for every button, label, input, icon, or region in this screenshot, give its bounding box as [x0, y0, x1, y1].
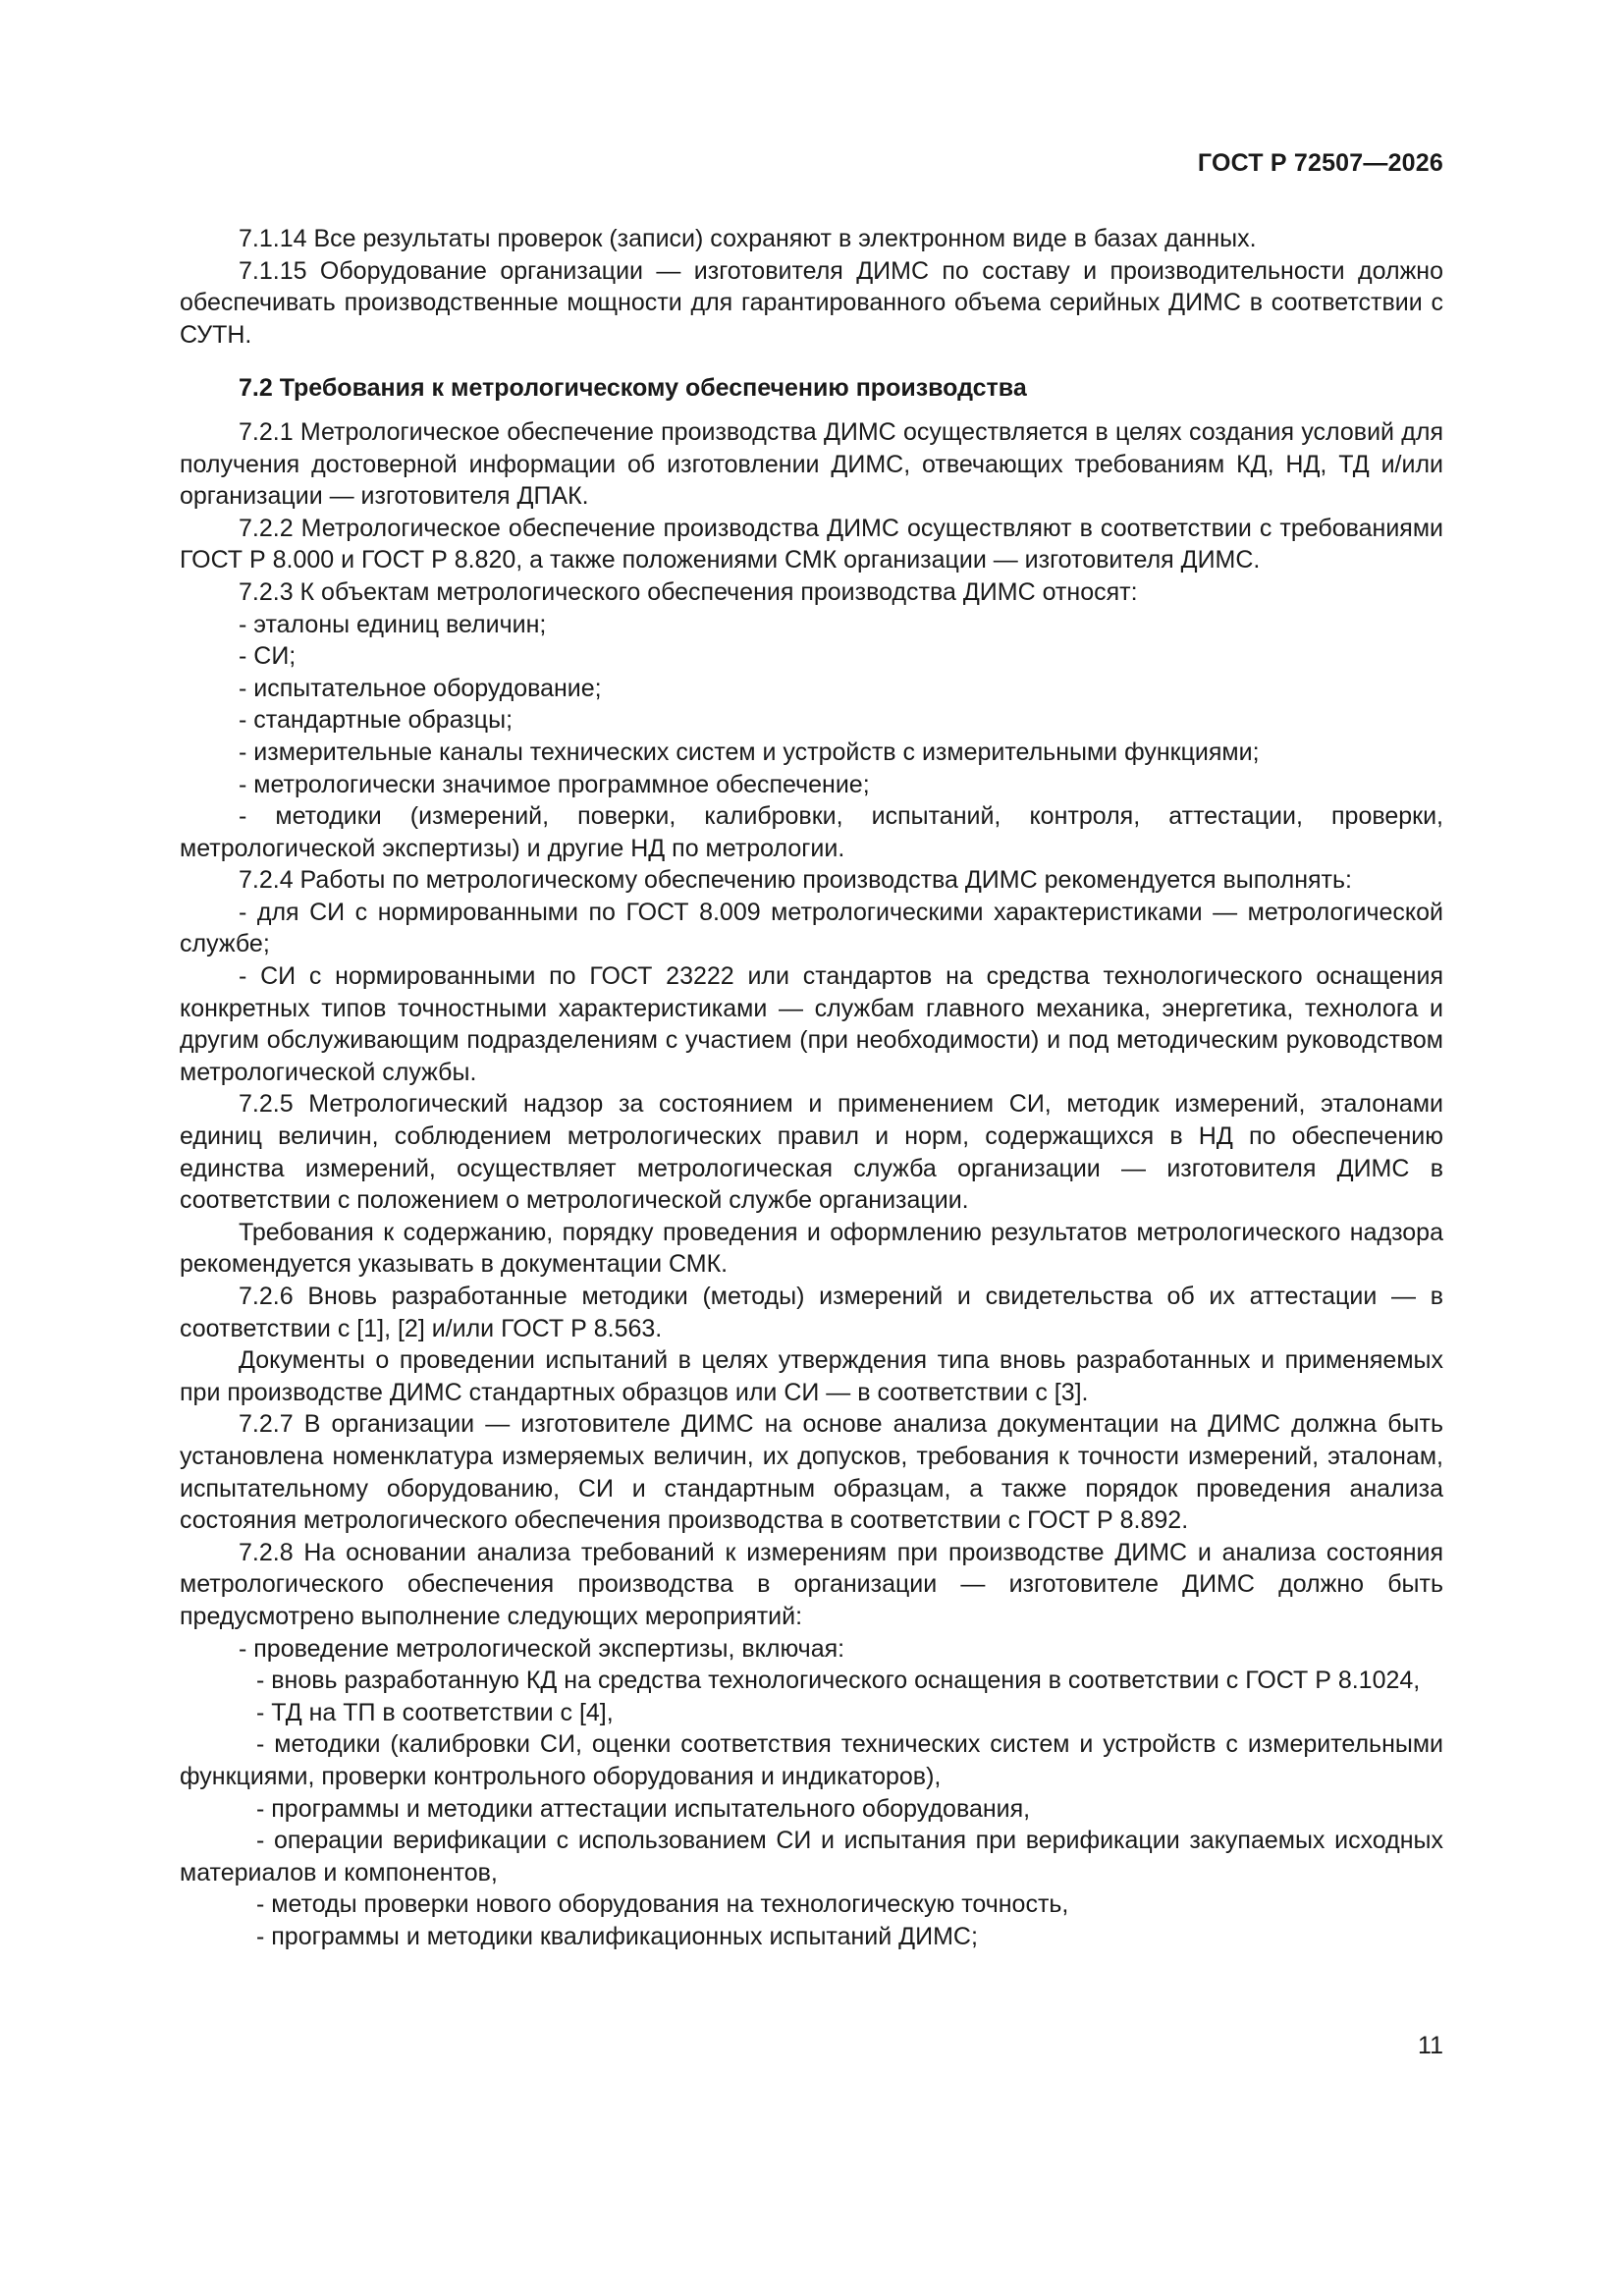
- list-item: - измерительные каналы технических систем и устройств с измерительными функциями;: [239, 738, 1260, 766]
- paragraph-7-2-5-note: Требования к содержанию, порядку проведения и оформлению результатов метрологического надзора рекомендуется указывать в документации СМК.: [180, 1218, 1443, 1279]
- list-item: - операции верификации с использованием СИ и испытания при верификации закупаемых исходных материалов и компонентов,: [180, 1827, 1443, 1886]
- document-header: ГОСТ Р 72507—2026: [1197, 149, 1443, 177]
- list-item: - стандартные образцы;: [239, 706, 514, 735]
- paragraph-7-2-4: 7.2.4 Работы по метрологическому обеспечению производства ДИМС рекомендуется выполнять:: [239, 866, 1352, 895]
- section-heading-7-2: 7.2 Требования к метрологическому обеспечению производства: [239, 374, 1027, 403]
- paragraph-7-1-15: 7.1.15 Оборудование организации — изготовителя ДИМС по составу и производительности должно обеспечивать производственные мощности для гарантированного объема серийных ДИМС в соответствии с СУТН.: [180, 256, 1443, 349]
- page-number: 11: [1418, 2032, 1443, 2059]
- list-item: - метрологически значимое программное обеспечение;: [239, 770, 870, 798]
- paragraph-7-2-6: 7.2.6 Вновь разработанные методики (методы) измерений и свидетельства об их аттестации — в соответствии с [1], [2] и/или ГОСТ Р 8.563.: [180, 1283, 1443, 1342]
- paragraph-7-2-8: 7.2.8 На основании анализа требований к измерениям при производстве ДИМС и анализа состояния метрологического обеспечения производства в организации — изготовителе ДИМС должно быть предусмотрено выполнение следующих мероприятий:: [180, 1538, 1443, 1630]
- list-item: - программы и методики квалификационных испытаний ДИМС;: [256, 1922, 978, 1950]
- paragraph-7-2-1: 7.2.1 Метрологическое обеспечение производства ДИМС осуществляется в целях создания условий для получения достоверной информации об изготовлении ДИМС, отвечающих требованиям КД, НД, ТД и/или организации — изготовителя ДПАК.: [180, 417, 1443, 511]
- paragraph-7-2-5: 7.2.5 Метрологический надзор за состоянием и применением СИ, методик измерений, эталонами единиц величин, соблюдением метрологических правил и норм, содержащихся в НД по обеспечению единства измерений, осуществляет метрологическая служба организации — изготовителя ДИМС в соответствии с положением о метрологической службе организации.: [180, 1090, 1443, 1215]
- list-item: - испытательное оборудование;: [239, 674, 602, 702]
- paragraph-7-1-14: 7.1.14 Все результаты проверок (записи) сохраняют в электронном виде в базах данных.: [239, 225, 1257, 252]
- paragraph-7-2-7: 7.2.7 В организации — изготовителе ДИМС на основе анализа документации на ДИМС должна быть установлена номенклатура измеряемых величин, их допусков, требования к точности измерений, эталонам, испытательному оборудованию, СИ и стандартным образцам, а также порядок проведения анализа состояния метрологического обеспечения производства в соответствии с ГОСТ Р 8.892.: [180, 1410, 1443, 1535]
- list-item: - для СИ с нормированными по ГОСТ 8.009 метрологическими характеристиками — метрологической службе;: [180, 898, 1443, 958]
- list-item: - методики (измерений, поверки, калибровки, испытаний, контроля, аттестации, проверки, метрологической экспертизы) и другие НД по метрологии.: [180, 802, 1443, 862]
- document-body: [180, 223, 1443, 1952]
- list-item: - эталоны единиц величин;: [239, 610, 547, 638]
- list-item: - СИ;: [239, 642, 297, 671]
- list-item: - методики (калибровки СИ, оценки соответствия технических систем и устройств с измерительными функциями, проверки контрольного оборудования и индикаторов),: [180, 1730, 1443, 1790]
- list-item: - методы проверки нового оборудования на технологическую точность,: [256, 1890, 1069, 1919]
- list-item: - ТД на ТП в соответствии с [4],: [256, 1698, 614, 1726]
- list-item: - вновь разработанную КД на средства технологического оснащения в соответствии с ГОСТ Р 8.1024,: [256, 1667, 1421, 1695]
- list-item: - СИ с нормированными по ГОСТ 23222 или стандартов на средства технологического оснащения конкретных типов точностными характеристиками — службам главного механика, энергетика, технолога и другим обслуживающим подразделениям с участием (при необходимости) и под методическим руководством метрологической службы.: [180, 962, 1443, 1086]
- paragraph-7-2-2: 7.2.2 Метрологическое обеспечение производства ДИМС осуществляют в соответствии с требованиями ГОСТ Р 8.000 и ГОСТ Р 8.820, а также положениями СМК организации — изготовителя ДИМС.: [180, 514, 1443, 574]
- list-item: - программы и методики аттестации испытательного оборудования,: [256, 1794, 1031, 1823]
- paragraph-7-2-6-note: Документы о проведении испытаний в целях утверждения типа вновь разработанных и применяемых при производстве ДИМС стандартных образцов или СИ — в соответствии с [3].: [180, 1346, 1443, 1406]
- paragraph-7-2-3: 7.2.3 К объектам метрологического обеспечения производства ДИМС относят:: [239, 577, 1138, 606]
- list-item: - проведение метрологической экспертизы, включая:: [239, 1634, 845, 1663]
